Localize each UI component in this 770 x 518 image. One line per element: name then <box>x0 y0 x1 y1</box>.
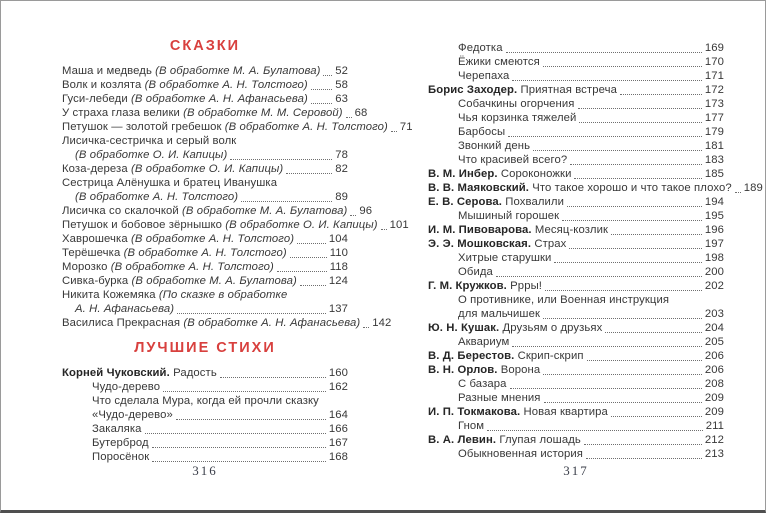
toc-entry-title: Е. В. Серова. Похвалили <box>428 196 565 208</box>
toc-entry-title: Морозко (В обработке А. Н. Толстого) <box>62 261 274 273</box>
toc-entry-title: Черепаха <box>458 70 510 82</box>
toc-entry-title: Собачкины огорчения <box>458 98 575 110</box>
toc-entry <box>62 162 348 176</box>
toc-entry-title: «Чудо-дерево» <box>92 409 173 421</box>
toc-entry <box>428 125 724 139</box>
toc-entry-page-number: 185 <box>704 168 724 180</box>
toc-entry <box>428 391 724 405</box>
toc-entry-page-number: 164 <box>328 409 348 421</box>
dot-leader <box>145 433 326 434</box>
toc-entry <box>428 363 724 377</box>
toc-entry-page-number: 68 <box>354 107 368 119</box>
toc-entry <box>428 293 724 307</box>
toc-entry-title: А. Н. Афанасьева) <box>75 303 175 315</box>
dot-leader <box>230 159 332 160</box>
dot-leader <box>496 276 702 277</box>
toc-entry <box>62 316 392 330</box>
toc-entry-title: Поросёнок <box>92 451 150 463</box>
dot-leader <box>605 332 701 333</box>
toc-entry-page-number: 205 <box>704 336 724 348</box>
dot-leader <box>311 89 332 90</box>
dot-leader <box>300 285 326 286</box>
toc-entry <box>428 447 724 461</box>
toc-entry-title: Никита Кожемяка (По сказке в обработке <box>62 289 288 301</box>
toc-entry <box>62 422 348 436</box>
toc-entry <box>62 408 348 422</box>
toc-entry <box>428 279 724 293</box>
toc-entry <box>62 450 348 464</box>
dot-leader <box>346 117 352 118</box>
toc-entry <box>62 106 368 120</box>
toc-entry-page-number: 181 <box>704 140 724 152</box>
toc-entry-title: Закаляка <box>92 423 142 435</box>
toc-entry <box>62 394 348 408</box>
dot-leader <box>311 103 332 104</box>
toc-entry-title: Барбосы <box>458 126 506 138</box>
dot-leader <box>510 388 702 389</box>
toc-entry-page-number: 194 <box>704 196 724 208</box>
toc-entry-title: Гуси-лебеди (В обработке А. Н. Афанасьева) <box>62 93 308 105</box>
toc-entry <box>62 288 348 302</box>
toc-entry-page-number: 167 <box>328 437 348 449</box>
toc-entry <box>62 274 348 288</box>
dot-leader <box>286 173 332 174</box>
dot-leader <box>545 290 702 291</box>
toc-entry <box>62 120 413 134</box>
toc-entry-title: Гном <box>458 420 485 432</box>
toc-entry-title: Василиса Прекрасная (В обработке А. Н. Афанасьева) <box>62 317 361 329</box>
toc-entry-page-number: 189 <box>743 182 763 194</box>
dot-leader <box>350 215 356 216</box>
dot-leader <box>391 131 397 132</box>
toc-entry-page-number: 63 <box>335 93 348 105</box>
toc-entry <box>428 83 724 97</box>
toc-entry <box>62 380 348 394</box>
toc-entry-title: Федотка <box>458 42 503 54</box>
toc-entry-title: Хитрые старушки <box>458 252 552 264</box>
toc-right-page <box>428 41 763 461</box>
toc-entry <box>428 209 724 223</box>
section-header: ЛУЧШИЕ СТИХИ <box>134 340 276 356</box>
toc-entry-title: Ёжики смеются <box>458 56 540 68</box>
toc-entry-title: (В обработке О. И. Капицы) <box>75 149 228 161</box>
toc-entry <box>62 246 348 260</box>
toc-entry <box>62 148 348 162</box>
toc-entry-page-number: 170 <box>704 56 724 68</box>
toc-entry-page-number: 171 <box>704 70 724 82</box>
dot-leader <box>554 262 701 263</box>
page-number-right: 317 <box>563 463 589 478</box>
toc-entry-page-number: 197 <box>704 238 724 250</box>
dot-leader <box>277 271 327 272</box>
toc-entry-title: И. П. Токмакова. Новая квартира <box>428 406 608 418</box>
toc-entry <box>428 153 724 167</box>
toc-entry-title: Обида <box>458 266 493 278</box>
toc-entry-page-number: 211 <box>705 420 724 432</box>
dot-leader <box>584 444 702 445</box>
toc-entry-title: Сивка-бурка (В обработке М. А. Булатова) <box>62 275 297 287</box>
toc-entry-page-number: 166 <box>328 423 348 435</box>
dot-leader <box>578 108 702 109</box>
toc-entry <box>62 190 348 204</box>
page-number-left: 316 <box>192 463 218 478</box>
toc-entry <box>428 237 724 251</box>
toc-entry-title: Лисичка со скалочкой (В обработке М. А. Булатова) <box>62 205 348 217</box>
dot-leader <box>587 360 702 361</box>
toc-entry-title: В. А. Левин. Глупая лошадь <box>428 434 581 446</box>
toc-entry-title: Корней Чуковский. Радость <box>62 367 217 379</box>
toc-entry-title: Борис Заходер. Приятная встреча <box>428 84 617 96</box>
toc-entry-page-number: 206 <box>704 350 724 362</box>
toc-entry-page-number: 195 <box>704 210 724 222</box>
toc-entry-title: Звонкий день <box>458 140 531 152</box>
toc-entry-title: Что сделала Мура, когда ей прочли сказку <box>92 395 319 407</box>
toc-entry-title: Петушок и бобовое зёрнышко (В обработке О. И. Капицы) <box>62 219 378 231</box>
toc-entry <box>62 92 348 106</box>
toc-entry-title: И. М. Пивоварова. Месяц-козлик <box>428 224 609 236</box>
dot-leader <box>579 122 701 123</box>
toc-entry-page-number: 209 <box>704 392 724 404</box>
dot-leader <box>177 313 326 314</box>
toc-entry-page-number: 173 <box>704 98 724 110</box>
dot-leader <box>363 327 369 328</box>
toc-entry-title: Обыкновенная история <box>458 448 584 460</box>
dot-leader <box>567 206 702 207</box>
toc-entry-page-number: 213 <box>704 448 724 460</box>
toc-entry-title: Что красивей всего? <box>458 154 568 166</box>
dot-leader <box>570 164 702 165</box>
toc-entry-title: Лисичка-сестричка и серый волк <box>62 135 237 147</box>
toc-entry-title: для мальчишек <box>458 308 540 320</box>
dot-leader <box>506 52 702 53</box>
toc-entry-page-number: 209 <box>704 406 724 418</box>
toc-entry-page-number: 168 <box>328 451 348 463</box>
dot-leader <box>220 377 326 378</box>
dot-leader <box>543 66 702 67</box>
toc-entry-title: Сестрица Алёнушка и братец Иванушка <box>62 177 278 189</box>
toc-entry-page-number: 124 <box>328 275 348 287</box>
toc-entry <box>62 204 373 218</box>
toc-entry <box>62 176 348 190</box>
toc-entry-page-number: 137 <box>328 303 348 315</box>
toc-entry-page-number: 58 <box>335 79 348 91</box>
dot-leader <box>543 374 702 375</box>
toc-entry-page-number: 202 <box>704 280 724 292</box>
toc-entry-title: Чья корзинка тяжелей <box>458 112 577 124</box>
toc-entry-page-number: 162 <box>328 381 348 393</box>
toc-entry <box>428 181 763 195</box>
toc-entry <box>62 366 348 380</box>
dot-leader <box>543 318 702 319</box>
toc-entry-title: Бутерброд <box>92 437 149 449</box>
dot-leader <box>152 447 326 448</box>
toc-entry-title: Коза-дереза (В обработке О. И. Капицы) <box>62 163 284 175</box>
toc-entry-title: Э. Э. Мошковская. Страх <box>428 238 567 250</box>
toc-entry <box>428 69 724 83</box>
dot-leader <box>562 220 702 221</box>
dot-leader <box>544 402 702 403</box>
toc-entry <box>428 97 724 111</box>
toc-entry-page-number: 200 <box>704 266 724 278</box>
toc-entry-page-number: 118 <box>329 261 348 273</box>
toc-entry-title: О противнике, или Военная инструкция <box>458 294 670 306</box>
toc-entry-page-number: 71 <box>399 121 413 133</box>
toc-entry <box>62 134 348 148</box>
toc-entry <box>428 335 724 349</box>
toc-entry-page-number: 101 <box>389 219 409 231</box>
toc-entry <box>428 195 724 209</box>
toc-entry <box>428 139 724 153</box>
dot-leader <box>290 257 327 258</box>
toc-entry-title: Разные мнения <box>458 392 541 404</box>
toc-entry-title: Ю. Н. Кушак. Друзьям о друзьях <box>428 322 603 334</box>
toc-entry <box>428 419 724 433</box>
dot-leader <box>574 178 701 179</box>
toc-entry-page-number: 172 <box>704 84 724 96</box>
toc-entry-page-number: 198 <box>704 252 724 264</box>
toc-entry-page-number: 96 <box>359 205 373 217</box>
toc-entry <box>428 111 724 125</box>
toc-entry-title: В. Д. Берестов. Скрип-скрип <box>428 350 584 362</box>
toc-entry-title: Чудо-дерево <box>92 381 161 393</box>
toc-entry <box>428 167 724 181</box>
toc-left-page <box>62 38 413 464</box>
toc-entry <box>62 218 409 232</box>
toc-entry <box>62 436 348 450</box>
toc-entry-page-number: 142 <box>372 317 392 329</box>
toc-entry <box>428 55 724 69</box>
dot-leader <box>620 94 702 95</box>
toc-entry-title: Хаврошечка (В обработке А. Н. Толстого) <box>62 233 295 245</box>
toc-entry <box>428 251 724 265</box>
toc-entry-page-number: 196 <box>704 224 724 236</box>
dot-leader <box>323 75 332 76</box>
toc-entry-page-number: 160 <box>328 367 348 379</box>
dot-leader <box>297 243 326 244</box>
toc-entry-page-number: 82 <box>335 163 348 175</box>
toc-entry-page-number: 78 <box>335 149 348 161</box>
toc-entry-title: Г. М. Кружков. Ррры! <box>428 280 543 292</box>
dot-leader <box>487 430 703 431</box>
toc-entry <box>428 405 724 419</box>
toc-entry <box>428 433 724 447</box>
toc-entry-page-number: 183 <box>704 154 724 166</box>
toc-entry-title: У страха глаза велики (В обработке М. М. Серовой) <box>62 107 343 119</box>
toc-entry <box>62 64 348 78</box>
dot-leader <box>611 234 702 235</box>
toc-entry-title: Петушок — золотой гребешок (В обработке А. Н. Толстого) <box>62 121 388 133</box>
toc-entry-title: Терёшечка (В обработке А. Н. Толстого) <box>62 247 287 259</box>
toc-entry-page-number: 179 <box>704 126 724 138</box>
toc-entry-page-number: 52 <box>335 65 348 77</box>
toc-entry-title: Мышиный горошек <box>458 210 560 222</box>
toc-entry-page-number: 177 <box>704 112 724 124</box>
toc-entry-title: В. Н. Орлов. Ворона <box>428 364 541 376</box>
toc-entry-page-number: 204 <box>704 322 724 334</box>
toc-entry-page-number: 89 <box>335 191 348 203</box>
toc-entry-title: Маша и медведь (В обработке М. А. Булатова) <box>62 65 321 77</box>
dot-leader <box>533 150 702 151</box>
dot-leader <box>569 248 701 249</box>
dot-leader <box>586 458 702 459</box>
dot-leader <box>381 229 387 230</box>
section-header: СКАЗКИ <box>169 38 241 54</box>
toc-entry <box>62 232 348 246</box>
dot-leader <box>163 391 326 392</box>
toc-entry <box>428 377 724 391</box>
toc-entry <box>428 41 724 55</box>
toc-entry <box>428 321 724 335</box>
dot-leader <box>176 419 326 420</box>
toc-entry-title: В. М. Инбер. Сороконожки <box>428 168 572 180</box>
toc-entry-title: С базара <box>458 378 507 390</box>
toc-entry <box>428 307 724 321</box>
toc-entry-page-number: 110 <box>329 247 348 259</box>
toc-entry <box>62 260 348 274</box>
toc-entry <box>62 78 348 92</box>
dot-leader <box>152 461 326 462</box>
dot-leader <box>735 192 741 193</box>
toc-entry-title: Аквариум <box>458 336 510 348</box>
toc-entry-page-number: 203 <box>704 308 724 320</box>
toc-entry-page-number: 104 <box>328 233 348 245</box>
dot-leader <box>611 416 702 417</box>
toc-entry-title: (В обработке А. Н. Толстого) <box>75 191 239 203</box>
toc-entry <box>428 349 724 363</box>
toc-entry-page-number: 169 <box>704 42 724 54</box>
toc-entry-page-number: 208 <box>704 378 724 390</box>
toc-entry <box>428 223 724 237</box>
toc-entry <box>62 302 348 316</box>
toc-entry-title: В. В. Маяковский. Что такое хорошо и что такое плохо? <box>428 182 732 194</box>
dot-leader <box>508 136 702 137</box>
toc-entry-title: Волк и козлята (В обработке А. Н. Толстого) <box>62 79 308 91</box>
toc-entry <box>428 265 724 279</box>
dot-leader <box>512 346 702 347</box>
dot-leader <box>241 201 332 202</box>
toc-entry-page-number: 212 <box>704 434 724 446</box>
toc-entry-page-number: 206 <box>704 364 724 376</box>
dot-leader <box>512 80 701 81</box>
